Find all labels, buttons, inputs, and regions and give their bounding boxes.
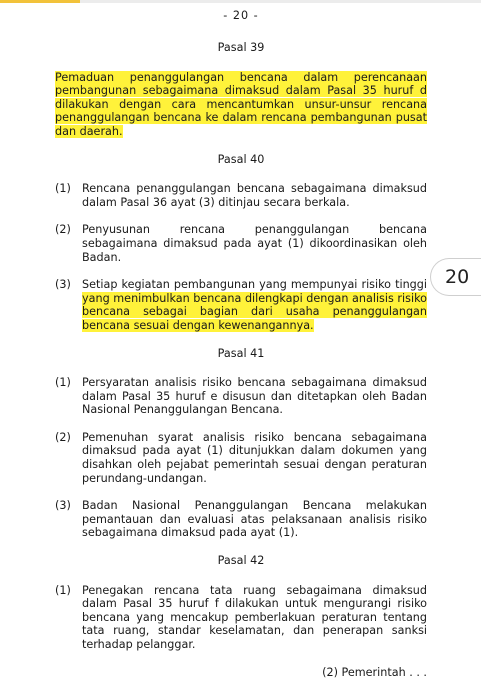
pasal-41-item-3[interactable] (55, 499, 427, 540)
pasal-41-title: Pasal 41 (217, 346, 265, 360)
pasal-39-text[interactable] (55, 71, 427, 139)
page-header-number: - 20 - (223, 9, 259, 22)
page-indicator-number: 20 (445, 266, 470, 288)
pasal-39-highlighted-text[interactable]: Pemaduan penanggulangan bencana dalam perencanaan pembangunan sebagaimana dimaksud dalam Pasal 35 huruf d dilakukan dengan cara mencantumkan unsur-unsur rencana penanggulangan bencana ke dalam rencana pembangunan pusat dan daerah. (55, 70, 427, 138)
item-text: Penegakan rencana tata ruang sebagaimana dimaksud dalam Pasal 35 huruf f dilakukan untuk mengurangi risiko bencana yang mencakup pemberlakuan peraturan tentang tata ruang, standar keselamatan, dan penerapan sanksi terhadap pelanggar. (82, 583, 427, 651)
pasal-41-item-1[interactable] (55, 376, 427, 417)
item-number: (1) (55, 376, 71, 390)
pasal-40-title: Pasal 40 (217, 152, 265, 166)
item-number: (1) (55, 583, 71, 597)
pasal-42-item-1[interactable] (55, 584, 427, 652)
pasal-40-item-3[interactable] (55, 278, 427, 332)
page-indicator-badge[interactable] (430, 258, 481, 296)
item-number: (2) (55, 430, 71, 444)
item-text-highlighted[interactable]: yang menimbulkan bencana dilengkapi dengan analisis risiko bencana sebagai bagian dari usaha penanggulangan bencana sesuai dengan kewenangannya. (82, 291, 427, 332)
item-number: (1) (55, 182, 71, 196)
item-text (82, 278, 427, 332)
item-number: (3) (55, 499, 71, 513)
next-page-reference: (2) Pemerintah . . . (322, 665, 427, 679)
pasal-42-title: Pasal 42 (217, 554, 265, 568)
item-text: Penyusunan rencana penanggulangan bencana sebagaimana dimaksud pada ayat (1) dikoordinasikan oleh Badan. (82, 223, 427, 264)
pasal-40-item-1[interactable] (55, 182, 427, 209)
item-text: Persyaratan analisis risiko bencana sebagaimana dimaksud dalam Pasal 35 huruf e disusun dan ditetapkan oleh Badan Nasional Penanggulangan Bencana. (82, 376, 427, 417)
pasal-40-item-2[interactable] (55, 223, 427, 264)
item-text: Badan Nasional Penanggulangan Bencana melakukan pemantauan dan evaluasi atas pelaksanaan analisis risiko sebagaimana dimaksud pada ayat (1). (82, 499, 427, 540)
item-number: (2) (55, 223, 71, 237)
item-text: Pemenuhan syarat analisis risiko bencana sebagaimana dimaksud pada ayat (1) ditunjukkan dalam dokumen yang disahkan oleh pejabat pemerintah sesuai dengan peraturan perundang-undangan. (82, 430, 427, 485)
item-text-plain: Setiap kegiatan pembangunan yang mempunyai risiko tinggi (82, 278, 427, 292)
reading-progress-accent (0, 0, 80, 3)
pasal-41-item-2[interactable] (55, 431, 427, 485)
pasal-39-title: Pasal 39 (217, 41, 265, 54)
item-text: Rencana penanggulangan bencana sebagaimana dimaksud dalam Pasal 36 ayat (3) ditinjau secara berkala. (82, 182, 427, 209)
item-number: (3) (55, 278, 71, 292)
document-page (55, 8, 427, 679)
